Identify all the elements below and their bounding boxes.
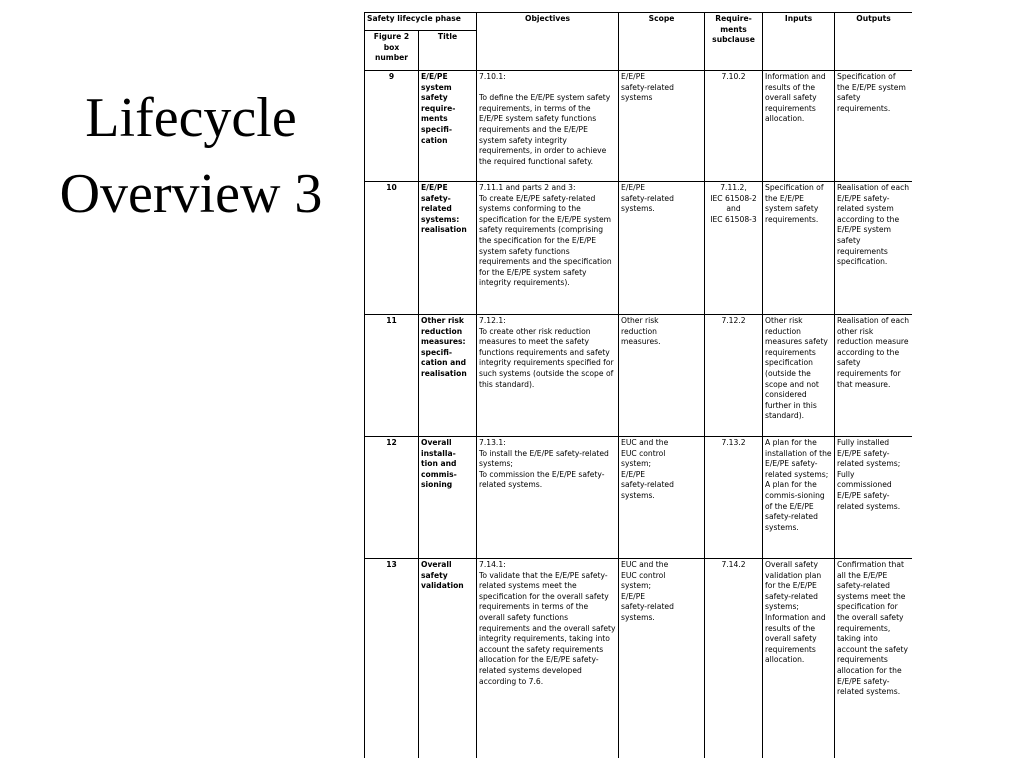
- cell-title: Other risk reduction measures: specifi- cation and realisation: [419, 315, 477, 437]
- header-box-number: Figure 2 box number: [365, 31, 419, 71]
- cell-box-number: 9: [365, 71, 419, 182]
- slide-title-line-2: Overview 3: [59, 163, 323, 225]
- cell-title: E/E/PE safety- related systems: realisation: [419, 182, 477, 315]
- table-row: [365, 182, 913, 315]
- cell-requirements: 7.12.2: [705, 315, 763, 437]
- table-row: [365, 559, 913, 759]
- cell-objectives: 7.11.1 and parts 2 and 3: To create E/E/PE safety-related systems conforming to the specification for the E/E/PE system safety requirements (comprising the specification for the E/E/PE system safety functions requirements and the specification for the E/E/PE system safety integrity requirements).: [477, 182, 619, 315]
- cell-outputs: Specification of the E/E/PE system safety requirements.: [835, 71, 912, 182]
- table-row: [365, 437, 913, 559]
- cell-title: Overall safety validation: [419, 559, 477, 759]
- cell-objectives: 7.14.1: To validate that the E/E/PE safety-related systems meet the specification for the overall safety requirements in terms of the overall safety functions requirements and the overall safety integrity requirements, taking into account the safety requirements allocation for the E/E/PE safety-related systems developed according to 7.6.: [477, 559, 619, 759]
- cell-inputs: A plan for the installation of the E/E/PE safety-related systems; A plan for the commis-sioning of the E/E/PE safety-related systems.: [763, 437, 835, 559]
- header-inputs: Inputs: [763, 13, 835, 71]
- cell-inputs: Specification of the E/E/PE system safety requirements.: [763, 182, 835, 315]
- table-row: [365, 315, 913, 437]
- cell-scope: Other risk reduction measures.: [619, 315, 705, 437]
- cell-inputs: Other risk reduction measures safety requirements specification (outside the scope and not considered further in this standard).: [763, 315, 835, 437]
- cell-scope: EUC and the EUC control system; E/E/PE safety-related systems.: [619, 437, 705, 559]
- lifecycle-phase-table: [364, 12, 912, 758]
- cell-scope: E/E/PE safety-related systems.: [619, 182, 705, 315]
- header-phase: Safety lifecycle phase: [365, 13, 477, 31]
- cell-inputs: Overall safety validation plan for the E/E/PE safety-related systems; Information and results of the overall safety requirements allocation.: [763, 559, 835, 759]
- table-row: [365, 71, 913, 182]
- cell-scope: EUC and the EUC control system; E/E/PE safety-related systems.: [619, 559, 705, 759]
- cell-requirements: 7.13.2: [705, 437, 763, 559]
- lifecycle-table-container: [364, 12, 912, 758]
- header-scope: Scope: [619, 13, 705, 71]
- cell-box-number: 10: [365, 182, 419, 315]
- cell-outputs: Realisation of each E/E/PE safety-related system according to the E/E/PE system safety requirements specification.: [835, 182, 912, 315]
- cell-scope: E/E/PE safety-related systems: [619, 71, 705, 182]
- header-requirements: Require- ments subclause: [705, 13, 763, 71]
- cell-outputs: Fully installed E/E/PE safety-related systems; Fully commissioned E/E/PE safety-related systems.: [835, 437, 912, 559]
- cell-box-number: 13: [365, 559, 419, 759]
- cell-requirements: 7.10.2: [705, 71, 763, 182]
- cell-title: Overall installa- tion and commis- sioning: [419, 437, 477, 559]
- slide-title-line-1: Lifecycle: [85, 87, 297, 149]
- cell-objectives: 7.10.1: To define the E/E/PE system safety requirements, in terms of the E/E/PE system safety functions requirements and the E/E/PE system safety integrity requirements, in order to achieve the required functional safety.: [477, 71, 619, 182]
- cell-box-number: 12: [365, 437, 419, 559]
- cell-requirements: 7.14.2: [705, 559, 763, 759]
- slide-title: [36, 80, 346, 232]
- cell-objectives: 7.12.1: To create other risk reduction measures to meet the safety functions requirements and safety integrity requirements specified for such systems (outside the scope of this standard).: [477, 315, 619, 437]
- header-row-1: [365, 13, 913, 31]
- cell-objectives: 7.13.1: To install the E/E/PE safety-related systems; To commission the E/E/PE safety-related systems.: [477, 437, 619, 559]
- header-objectives: Objectives: [477, 13, 619, 71]
- header-outputs: Outputs: [835, 13, 912, 71]
- cell-box-number: 11: [365, 315, 419, 437]
- cell-title: E/E/PE system safety require- ments specifi- cation: [419, 71, 477, 182]
- cell-outputs: Confirmation that all the E/E/PE safety-related systems meet the specification for the overall safety requirements, taking into account the safety requirements allocation for the E/E/PE safety-related systems.: [835, 559, 912, 759]
- cell-inputs: Information and results of the overall safety requirements allocation.: [763, 71, 835, 182]
- header-title: Title: [419, 31, 477, 71]
- cell-outputs: Realisation of each other risk reduction measure according to the safety requirements for that measure.: [835, 315, 912, 437]
- cell-requirements: 7.11.2, IEC 61508-2 and IEC 61508-3: [705, 182, 763, 315]
